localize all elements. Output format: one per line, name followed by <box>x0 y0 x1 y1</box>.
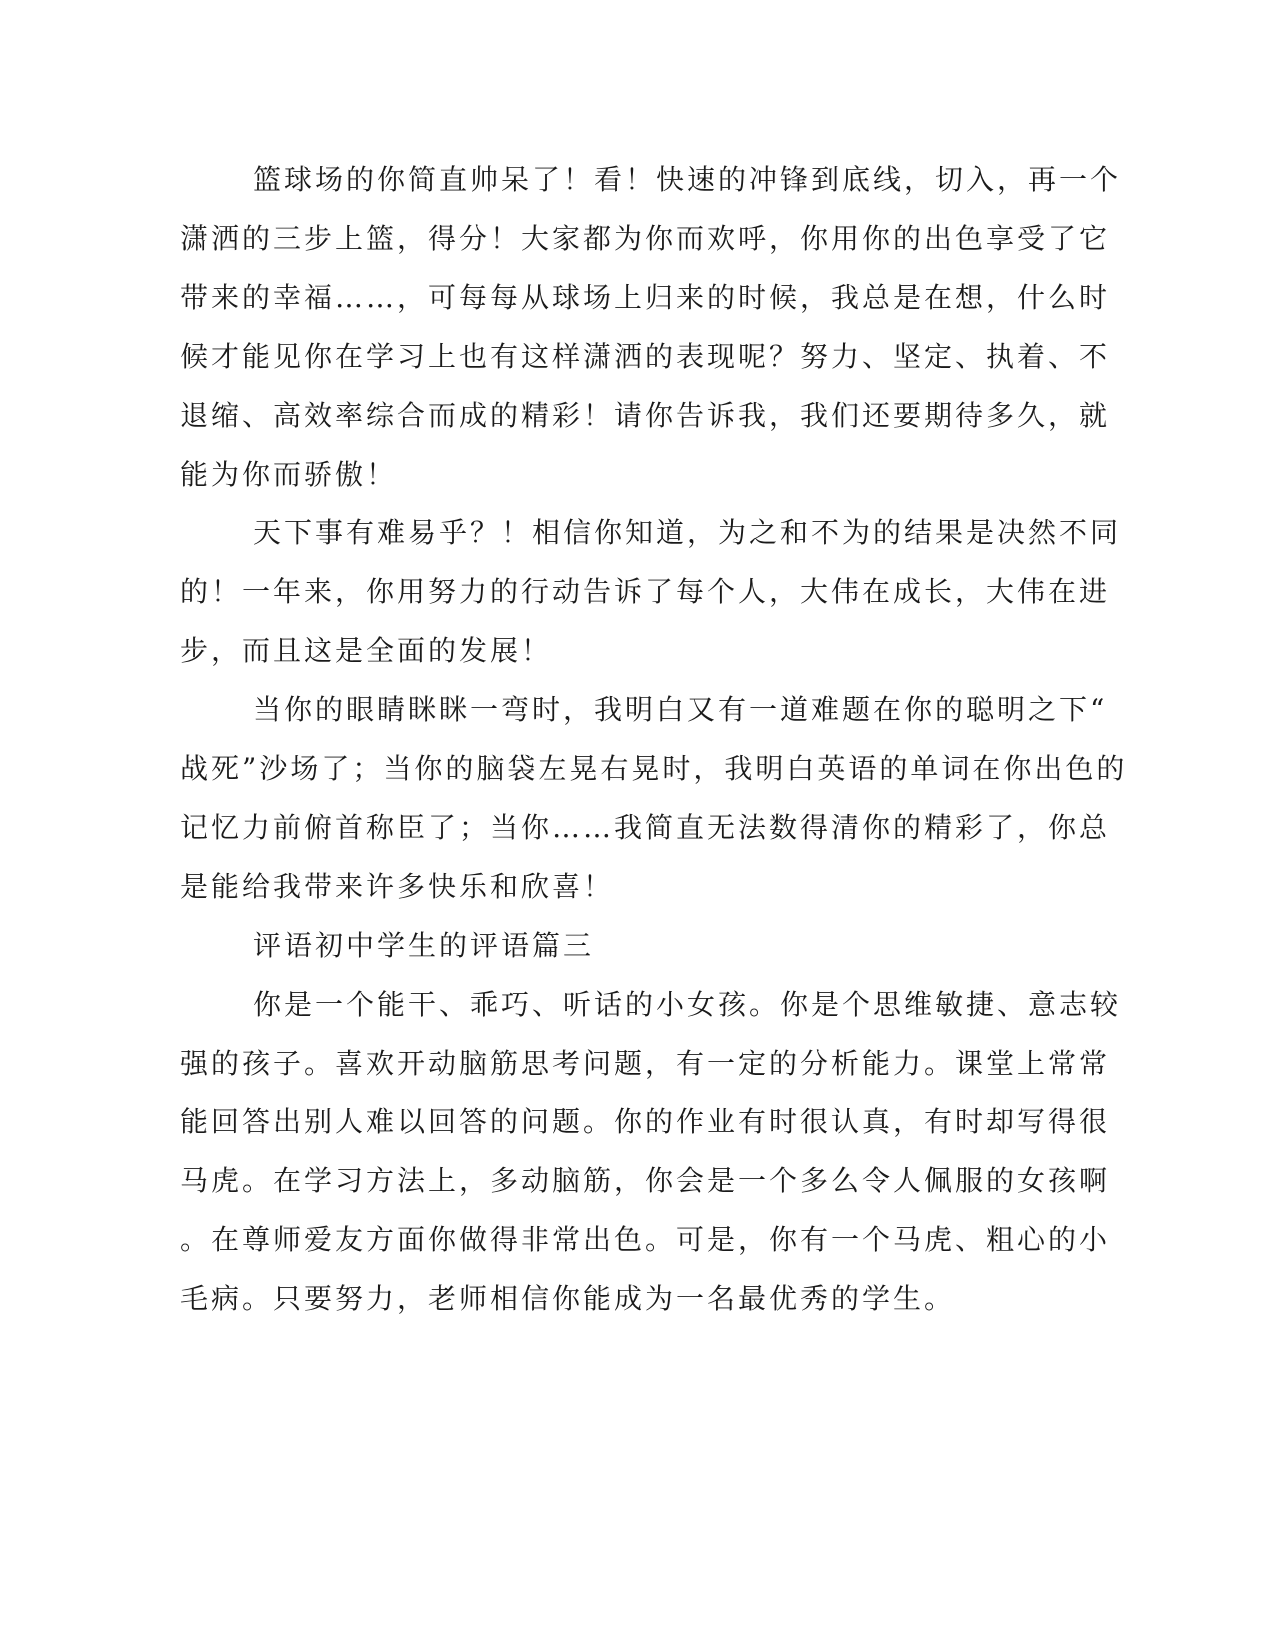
text-line: 能为你而骄傲！ <box>180 458 398 491</box>
text-line: 你是一个能干、乖巧、听话的小女孩。你是个思维敏捷、意志较 <box>253 988 1122 1021</box>
text-line: 候才能见你在学习上也有这样潇洒的表现呢？努力、坚定、执着、不 <box>180 340 1111 373</box>
text-line: 步，而且这是全面的发展！ <box>180 634 553 667</box>
section-heading: 评语初中学生的评语篇三 <box>253 929 595 962</box>
text-line: 。在尊师爱友方面你做得非常出色。可是，你有一个马虎、粗心的小 <box>180 1223 1111 1256</box>
text-line: 退缩、高效率综合而成的精彩！请你告诉我，我们还要期待多久，就 <box>180 399 1111 432</box>
text-line: 毛病。只要努力，老师相信你能成为一名最优秀的学生。 <box>180 1282 956 1315</box>
text-line: 能回答出别人难以回答的问题。你的作业有时很认真，有时却写得很 <box>180 1105 1111 1138</box>
text-line: 当你的眼睛眯眯一弯时，我明白又有一道难题在你的聪明之下“ <box>253 693 1108 726</box>
text-line: 强的孩子。喜欢开动脑筋思考问题，有一定的分析能力。课堂上常常 <box>180 1047 1111 1080</box>
text-line: 潇洒的三步上篮，得分！大家都为你而欢呼，你用你的出色享受了它 <box>180 222 1111 255</box>
text-line: 天下事有难易乎？！相信你知道，为之和不为的结果是决然不同 <box>253 516 1122 549</box>
text-line: 篮球场的你简直帅呆了！看！快速的冲锋到底线，切入，再一个 <box>253 163 1122 196</box>
text-line: 的！一年来，你用努力的行动告诉了每个人，大伟在成长，大伟在进 <box>180 575 1111 608</box>
text-line: 记忆力前俯首称臣了；当你……我简直无法数得清你的精彩了，你总 <box>180 811 1111 844</box>
text-line: 战死”沙场了；当你的脑袋左晃右晃时，我明白英语的单词在你出色的 <box>180 752 1128 785</box>
text-line: 是能给我带来许多快乐和欣喜！ <box>180 870 615 903</box>
text-line: 带来的幸福……，可每每从球场上归来的时候，我总是在想，什么时 <box>180 281 1111 314</box>
text-line: 马虎。在学习方法上，多动脑筋，你会是一个多么令人佩服的女孩啊 <box>180 1164 1111 1197</box>
